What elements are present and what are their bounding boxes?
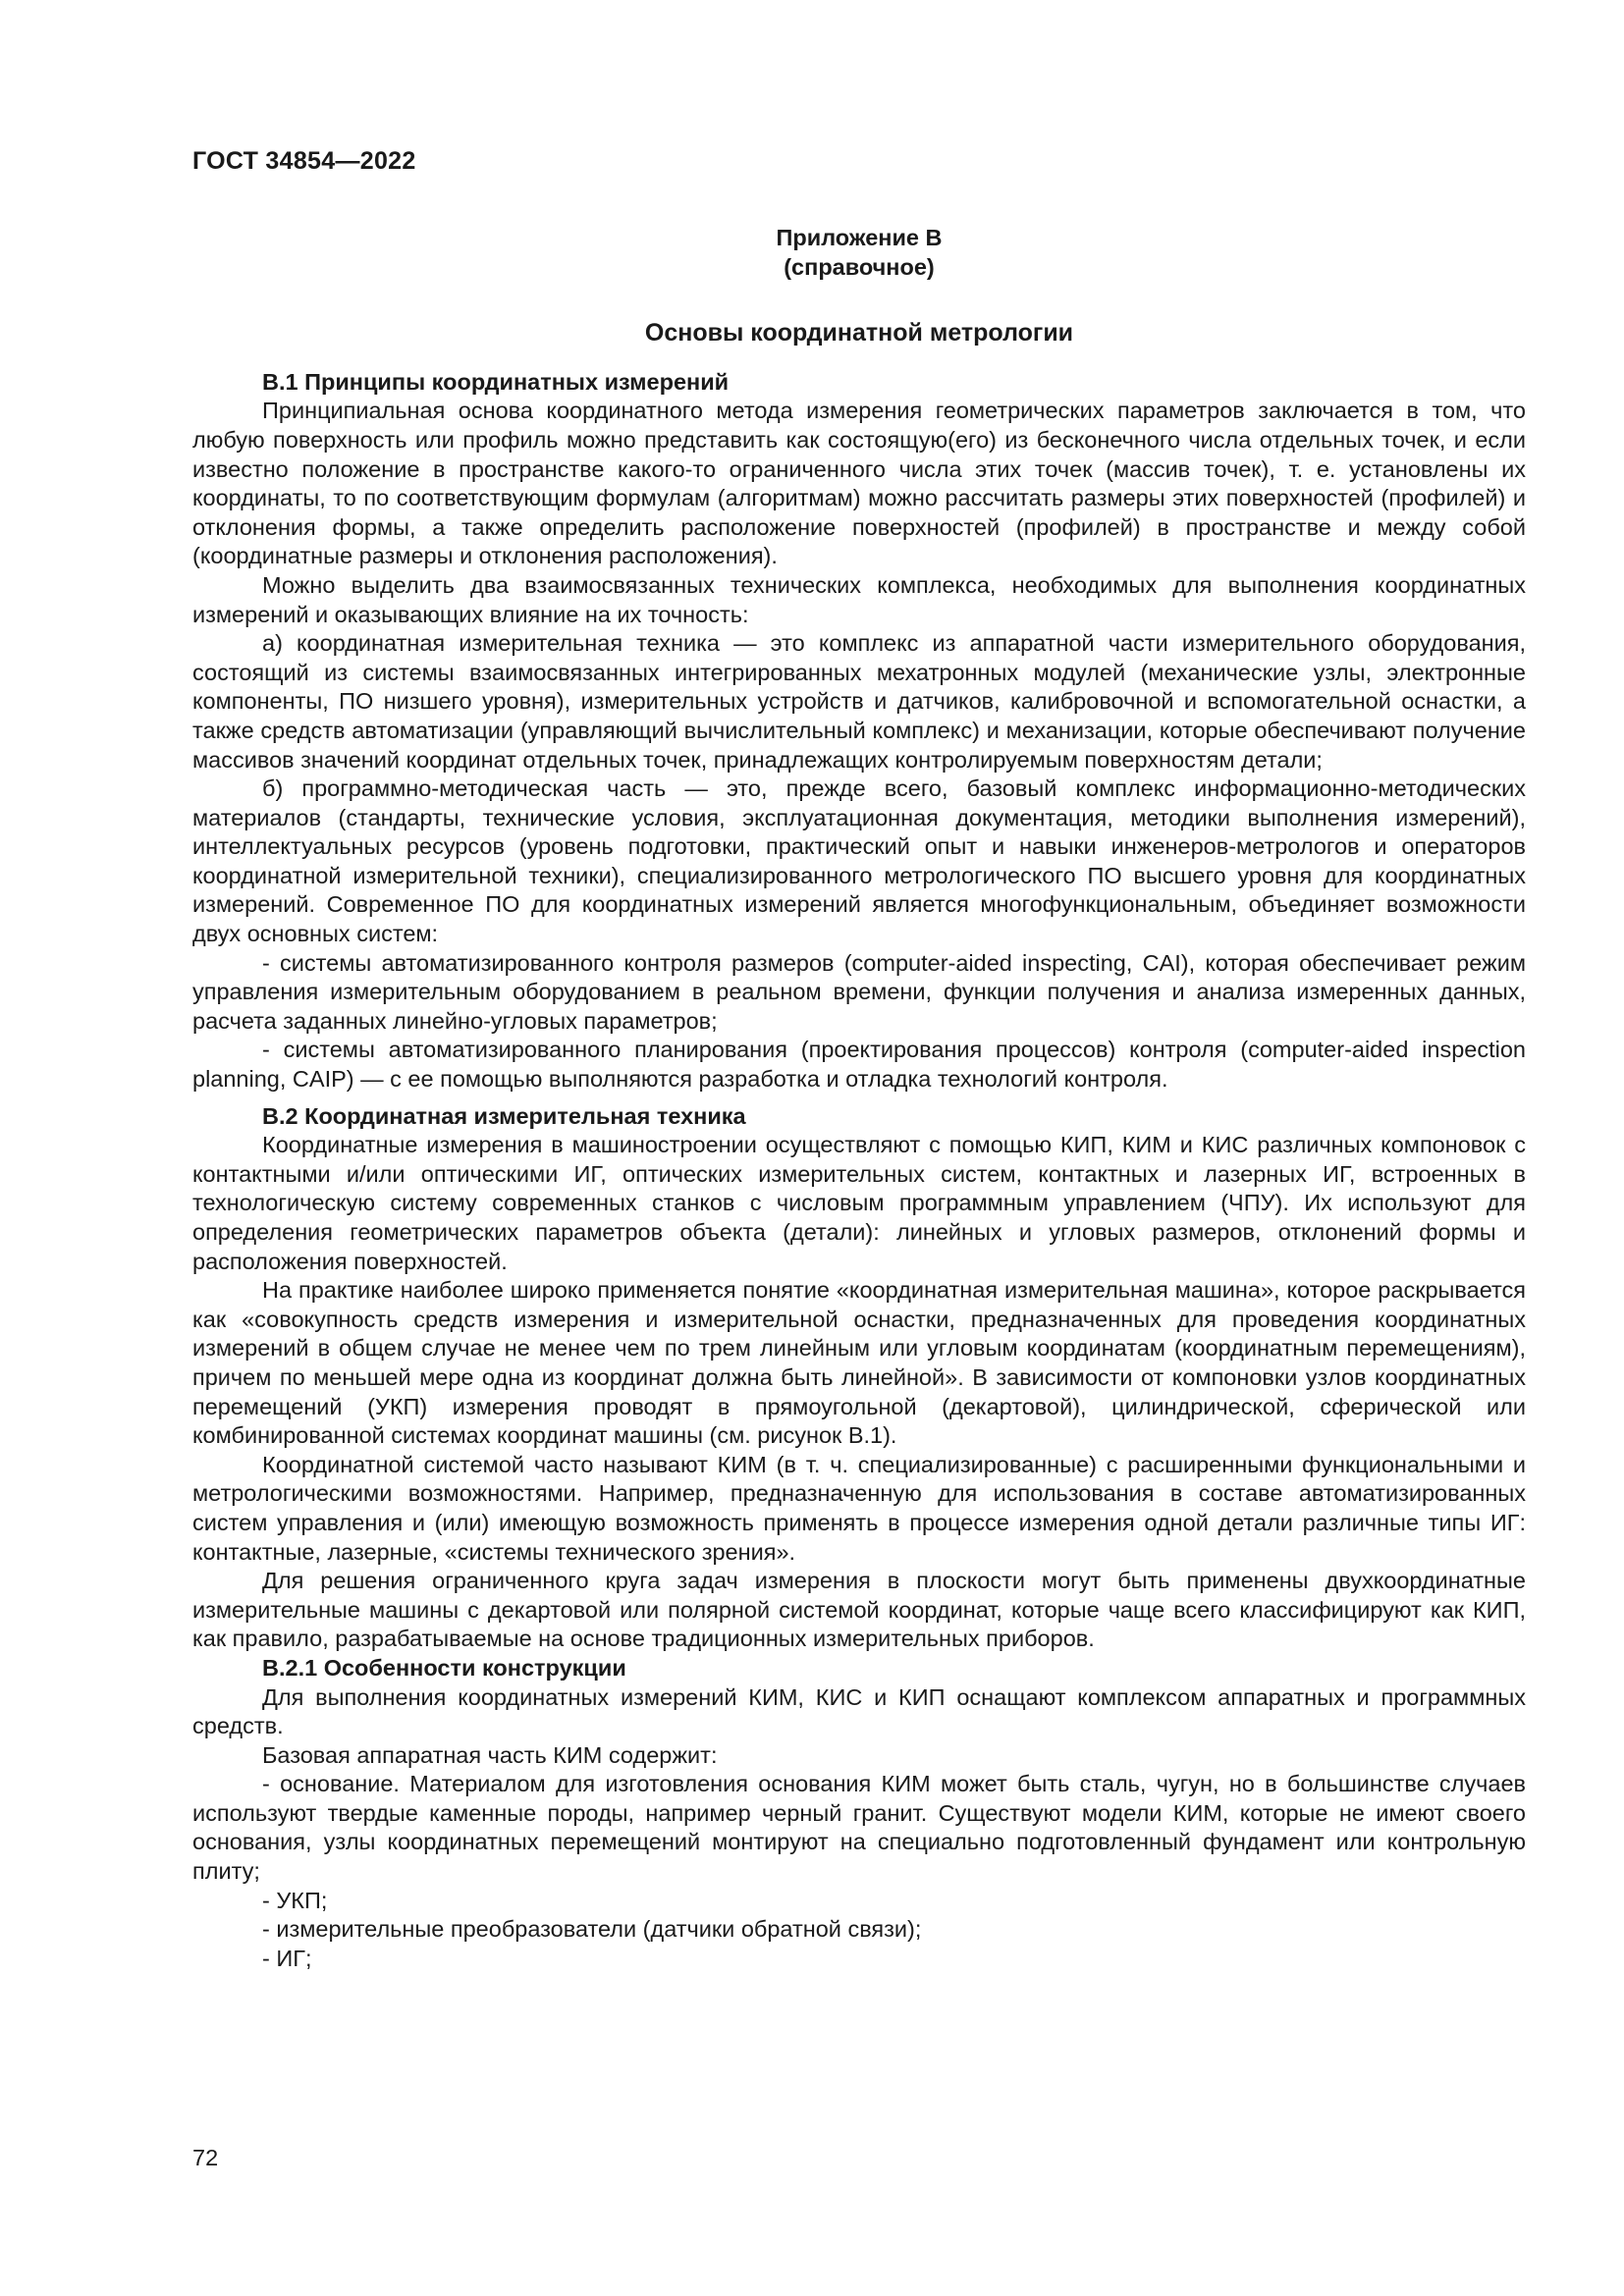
paragraph: Координатные измерения в машиностроении осуществляют с помощью КИП, КИМ и КИС различных компоновок с контактными и/или оптическими ИГ, оптических измерительных систем, контактных и лазерных ИГ, встроенных в технологическую систему современных станков с числовым программным управлением (ЧПУ). Их используют для определения геометрических параметров объекта (детали): линейных и угловых размеров, отклонений формы и расположения поверхностей. [192, 1132, 1526, 1274]
list-item: - измерительные преобразователи (датчики обратной связи); [262, 1916, 922, 1943]
paragraph: На практике наиболее широко применяется понятие «координатная измерительная машина», которое раскрывается как «совокупность средств измерения и измерительной оснастки, предназначенных для проведения координатных измерений в общем случае не менее чем по трем линейным или угловым координатам (координатным перемещениям), причем по меньшей мере одна из координат должна быть линейной». В зависимости от компоновки узлов координатных перемещений (УКП) измерения проводят в прямоугольной (декартовой), цилиндрической, сферической или комбинированной системах координат машины (см. рисунок В.1). [192, 1277, 1526, 1449]
list-item: а) координатная измерительная техника — это комплекс из аппаратной части измерительного оборудования, состоящий из системы взаимосвязанных интегрированных мехатронных модулей (механические узлы, электронные компоненты, ПО низшего уровня), измерительных устройств и датчиков, калибровочной и вспомогательной оснастки, а также средств автоматизации (управляющий вычислительный комплекс) и механизации, которые обеспечивают получение массивов значений координат отдельных точек, принадлежащих контролируемым поверхностям детали; [192, 630, 1526, 773]
paragraph: Координатной системой часто называют КИМ (в т. ч. специализированные) с расширенными функциональными и метрологическими возможностями. Например, предназначенную для использования в составе автоматизированных систем управления и (или) имеющую возможность применять в процессе измерения одной детали различные типы ИГ: контактные, лазерные, «системы технического зрения». [192, 1451, 1526, 1565]
list-item: - системы автоматизированного контроля размеров (computer-aided inspecting, CAI), которая обеспечивает режим управления измерительным оборудованием в реальном времени, функции получения и анализа измеренных данных, расчета заданных линейно-угловых параметров; [192, 949, 1526, 1034]
paragraph: Для решения ограниченного круга задач измерения в плоскости могут быть применены двухкоординатные измерительные машины с декартовой или полярной системой координат, которые чаще всего классифицируют как КИП, как правило, разрабатываемые на основе традиционных измерительных приборов. [192, 1568, 1526, 1652]
paragraph: Для выполнения координатных измерений КИМ, КИС и КИП оснащают комплексом аппаратных и программных средств. [192, 1683, 1526, 1739]
appendix-label: Приложение В [776, 225, 943, 250]
paragraph: Базовая аппаратная часть КИМ содержит: [262, 1741, 718, 1768]
list-item: - ИГ; [262, 1945, 312, 1971]
section-heading-b1: В.1 Принципы координатных измерений [262, 368, 730, 395]
appendix-title: Основы координатной метрологии [644, 319, 1074, 347]
appendix-type: (справочное) [784, 253, 935, 280]
page-content [192, 224, 1526, 1973]
standard-code: ГОСТ 34854—2022 [192, 147, 416, 175]
paragraph: Принципиальная основа координатного метода измерения геометрических параметров заключается в том, что любую поверхность или профиль можно представить как состоящую(его) из бесконечного числа отдельных точек, и если известно положение в пространстве какого-то ограниченного числа этих точек (массив точек), т. е. установлены их координаты, то по соответствующим формулам (алгоритмам) можно рассчитать размеры этих поверхностей (профилей) и отклонения формы, а также определить расположение поверхностей (профилей) в пространстве и между собой (координатные размеры и отклонения расположения). [192, 398, 1526, 569]
list-item: - основание. Материалом для изготовления основания КИМ может быть сталь, чугун, но в большинстве случаев используют твердые каменные породы, например черный гранит. Существуют модели КИМ, которые не имеют своего основания, узлы координатных перемещений монтируют на специально подготовленный фундамент или контрольную плиту; [192, 1771, 1526, 1885]
list-item: - УКП; [262, 1887, 328, 1913]
paragraph: Можно выделить два взаимосвязанных технических комплекса, необходимых для выполнения координатных измерений и оказывающих влияние на их точность: [192, 571, 1526, 627]
section-heading-b2: В.2 Координатная измерительная техника [262, 1102, 746, 1129]
list-item: б) программно-методическая часть — это, прежде всего, базовый комплекс информационно-методических материалов (стандарты, технические условия, эксплуатационная документация, методики выполнения измерений), интеллектуальных ресурсов (уровень подготовки, практический опыт и навыки инженеров-метрологов и операторов координатной измерительной техники), специализированного метрологического ПО высшего уровня для координатных измерений. Современное ПО для координатных измерений является многофункциональным, объединяет возможности двух основных систем: [192, 775, 1526, 947]
list-item: - системы автоматизированного планирования (проектирования процессов) контроля (computer-aided inspection planning, CAIP) — с ее помощью выполняются разработка и отладка технологий контроля. [192, 1037, 1526, 1093]
page-number: 72 [192, 2145, 219, 2170]
section-heading-b21: В.2.1 Особенности конструкции [262, 1654, 626, 1681]
